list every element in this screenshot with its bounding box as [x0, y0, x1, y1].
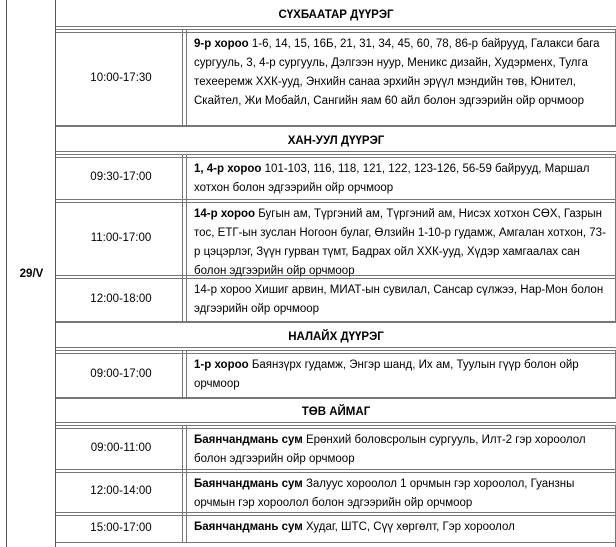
time-cell	[56, 155, 187, 199]
table-row	[56, 276, 616, 322]
time-text: 10:00-17:30	[90, 71, 152, 84]
section-title: СҮХБААТАР ДҮҮРЭГ	[278, 8, 394, 21]
table-row	[56, 351, 616, 398]
area-cell	[194, 475, 610, 513]
table-row	[56, 470, 616, 513]
area-cell	[194, 205, 610, 281]
section-header-nalaikh	[56, 322, 616, 351]
area-cell	[194, 35, 610, 111]
area-cell	[194, 431, 610, 469]
time-text: 12:00-14:00	[90, 485, 152, 497]
area-text: Бугын ам, Түргэний ам, Түргэний ам, Нисэх хотхон СӨХ, Газрын тос, ЕТГ-ын зуслан Ногоон булаг, Өлзийн 1-10-р гудамж, Амгалан хотхон, 73-р цэцэрлэг, Зүүн гурван түмт, Бадрах ойл ХХК-ууд, Хүдэр хамгаалах сан болон эдгээрийн ойр орчмоор	[194, 208, 606, 277]
area-bold: 9-р хороо	[194, 38, 249, 50]
area-text: Ерөнхий боловсролын сургууль, Илт-2 гэр хороолол болон эдгээрийн ойр орчмоор	[194, 434, 586, 465]
time-cell	[56, 470, 187, 512]
area-cell	[194, 281, 610, 319]
time-cell	[56, 200, 187, 275]
section-header-tuv	[56, 398, 616, 426]
table-row	[56, 30, 616, 126]
time-text: 09:30-17:00	[90, 171, 152, 183]
time-text: 15:00-17:00	[90, 521, 152, 534]
table-row	[56, 200, 616, 276]
area-bold: 1, 4-р хороо	[194, 163, 262, 175]
time-cell	[56, 30, 187, 125]
section-title: НАЛАЙХ ДҮҮРЭГ	[288, 330, 384, 343]
section-title: ТӨВ АЙМАГ	[301, 406, 371, 418]
area-bold: 1-р хороо	[194, 359, 249, 371]
area-text: 1-6, 14, 15, 16Б, 21, 31, 34, 45, 60, 78, 86-р байрууд, Галакси бага сургууль, 3, 4-р сургууль, Дэлгээн нуур, Меникс дизайн, Худэрменх, Тулга тeхeeрeмж ХХК-ууд, Энхийн санаа эрхийн эрүүл мэндийн төв, Юнител, Скайтел, Жи Мобайл, Сангийн яам 60 айл болон эдгээрийн ойр орчмоор	[194, 38, 600, 107]
time-text: 09:00-17:00	[90, 368, 152, 380]
date-cell	[0, 0, 56, 547]
area-text: 101-103, 116, 118, 121, 122, 123-126, 56-59 байрууд, Маршал хотхон болон эдгээрийн ойр орчмоор	[194, 163, 590, 194]
area-bold: Баянчандмань сум	[194, 434, 303, 446]
area-text: Залуус хороолол 1 орчмын гэр хороолол, Гуанзны орчмын гэр хороолол болон эдгээрийн ойр орчмоор	[194, 478, 575, 509]
time-text: 11:00-17:00	[90, 231, 152, 244]
table-row	[56, 513, 616, 543]
section-title: ХАН-УУЛ ДҮҮРЭГ	[287, 134, 385, 147]
area-text: 14-р хороо Хишиг арвин, МИАТ-ын сувилал, Сансар сүлжээ, Нар-Мон болон эдгээрийн ойр орчмоор	[194, 284, 604, 315]
area-bold: 14-р хороо	[194, 208, 256, 220]
area-bold: Баянчандмань сум	[194, 521, 303, 533]
time-cell	[56, 513, 187, 542]
section-header-khan-uul	[56, 126, 616, 155]
area-cell	[194, 356, 610, 394]
time-cell	[56, 276, 187, 321]
time-text: 12:00-18:00	[90, 292, 152, 305]
area-text: Баянзүрх гудамж, Энгэр шанд, Их ам, Туулын гүүр болон ойр орчмоор	[194, 359, 579, 390]
time-text: 09:00-11:00	[90, 441, 152, 454]
area-cell	[194, 160, 610, 198]
date-label: 29/V	[19, 267, 44, 280]
time-cell	[56, 426, 187, 469]
area-cell	[194, 518, 610, 537]
time-cell	[56, 351, 187, 397]
section-header-sukhbaatar	[56, 0, 616, 30]
area-text: Худаг, ШТС, Сүү хөргөлт, Гэр хороолол	[302, 521, 515, 533]
table-row	[56, 155, 616, 200]
area-bold: Баянчандмань сум	[194, 478, 303, 490]
table-row	[56, 426, 616, 470]
